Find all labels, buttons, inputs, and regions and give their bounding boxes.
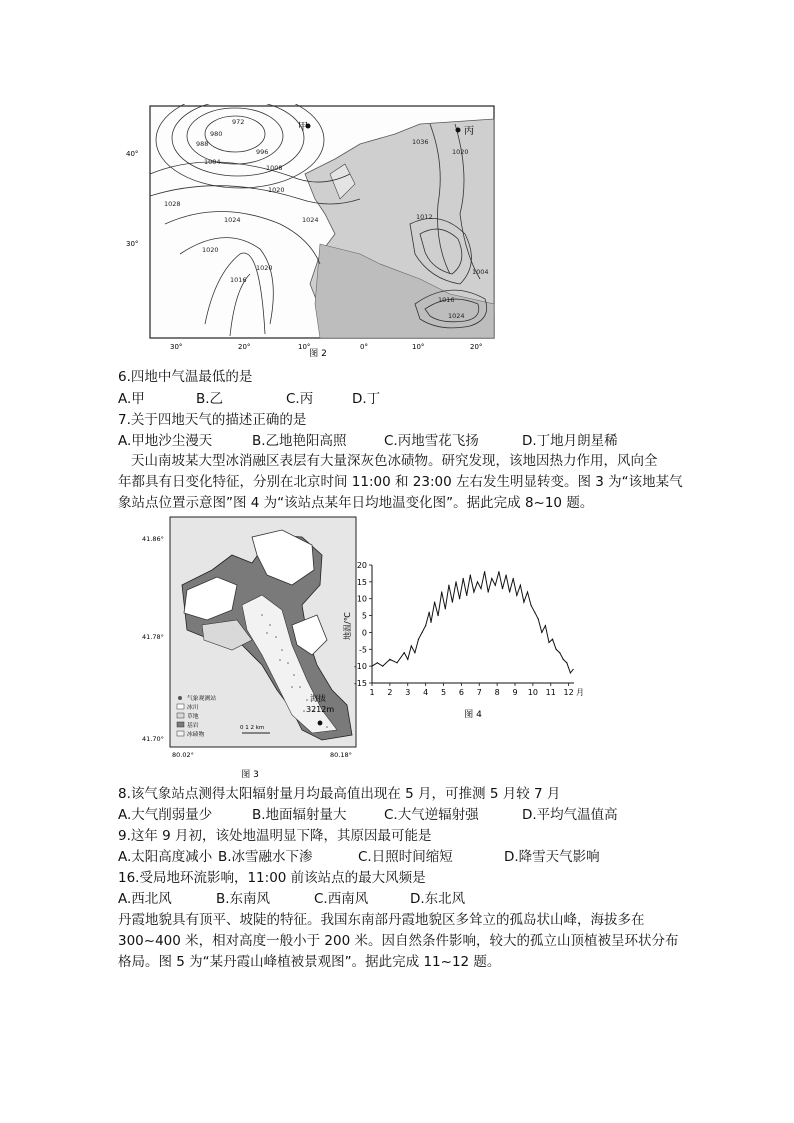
passage-1-line: 象站点位置示意图”图 4 为“该站点某年日均地温变化图”。据此完成 8~10 题。 — [118, 495, 594, 511]
isobar-label: 1020 — [202, 246, 219, 254]
x-tick-label: 1 — [369, 688, 375, 697]
isobar-map — [120, 104, 500, 358]
q9-option-b: B.冰雪融水下渗 — [218, 849, 313, 865]
data-point — [438, 615, 439, 616]
y-tick-label: 10 — [356, 594, 367, 604]
data-point — [466, 595, 467, 596]
q10-option-c: C.西南风 — [314, 891, 369, 907]
data-point — [371, 666, 372, 667]
q8-option-b: B.地面辐射量大 — [252, 807, 347, 823]
data-point — [448, 585, 449, 586]
data-point — [414, 652, 415, 653]
data-point — [502, 588, 503, 589]
y-tick-label: 0 — [361, 628, 367, 638]
data-point — [566, 662, 567, 663]
data-point — [389, 659, 390, 660]
passage-1-line: 年都具有日变化特征，分别在北京时间 11:00 和 23:00 左右发生明显转变。图 3 为“该地某气 — [118, 474, 683, 490]
place-label-jia: 甲 — [298, 122, 308, 133]
isobar-label: 1008 — [266, 164, 283, 172]
isobar-label: 1036 — [412, 138, 429, 146]
lat-label: 40° — [126, 150, 139, 158]
data-point — [396, 662, 397, 663]
ground-temp-line-chart — [338, 545, 598, 725]
isobar-label: 1020 — [268, 186, 285, 194]
legend-label: 冰川 — [187, 705, 199, 711]
x-tick-label: 8 — [494, 688, 500, 697]
legend-swatch-glacier — [177, 704, 184, 709]
data-point — [429, 612, 430, 613]
passage-1 — [118, 451, 683, 514]
place-label-bing: 丙 — [464, 126, 474, 137]
q9-option-a: A.太阳高度减小 — [118, 849, 213, 865]
x-tick-label: 2 — [387, 688, 393, 697]
data-point — [541, 632, 542, 633]
question-7-stem: 7.关于四地天气的描述正确的是 — [118, 412, 307, 428]
y-axis-label: 地温/℃ — [343, 612, 352, 640]
lon-label: 30° — [170, 343, 183, 351]
passage-2-line: 丹霞地貌具有顶平、坡陡的特征。我国东南部丹霞地貌区多耸立的孤岛状山峰，海拔多在 — [118, 912, 645, 928]
figure-3-site-map — [142, 515, 362, 783]
lon-label: 20° — [470, 343, 483, 351]
q8-option-a: A.大气削弱量少 — [118, 807, 213, 823]
lat-label: 30° — [126, 240, 139, 248]
data-point — [548, 642, 549, 643]
data-point — [377, 662, 378, 663]
data-point — [509, 591, 510, 592]
isobar-label: 972 — [232, 118, 245, 126]
x-axis-unit: 月 — [576, 688, 584, 697]
q7-option-c: C.丙地雪花飞扬 — [384, 433, 479, 449]
x-tick-label: 6 — [458, 688, 464, 697]
isobar-label: 1020 — [256, 264, 273, 272]
data-point — [411, 645, 412, 646]
passage-1-line: 天山南坡某大型冰消融区表层有大量深灰色冰碛物。研究发现，该地因热力作用，风向全 — [131, 453, 658, 469]
question-8-stem: 8.该气象站点测得太阳辐射量月均最高值出现在 5 月，可推测 5 月较 7 月 — [118, 786, 561, 802]
data-point — [523, 601, 524, 602]
lon-label: 80.02° — [172, 751, 194, 759]
isobar-label: 1024 — [302, 216, 319, 224]
lon-label: 0° — [360, 343, 368, 351]
data-point — [425, 625, 426, 626]
data-point — [520, 585, 521, 586]
q9-option-c: C.日照时间缩短 — [358, 849, 453, 865]
data-point — [545, 625, 546, 626]
isobar-label: 988 — [196, 140, 209, 148]
x-tick-label: 9 — [512, 688, 518, 697]
question-10-stem: 16.受局地环流影响，11:00 前该站点的最大风频是 — [118, 870, 426, 886]
q10-option-d: D.东北风 — [410, 891, 466, 907]
legend-swatch-bedrock — [177, 722, 184, 727]
isobar-label: 1012 — [416, 213, 433, 221]
isobar-label: 1004 — [204, 158, 221, 166]
legend-swatch-moraine — [177, 731, 184, 736]
data-point — [445, 608, 446, 609]
altitude-value: 3212m — [306, 705, 335, 714]
q6-option-d: D.丁 — [352, 391, 381, 407]
data-point — [480, 588, 481, 589]
legend-label: 冰碛物 — [187, 732, 205, 738]
x-tick-label: 11 — [545, 688, 556, 697]
legend-swatch-grassland — [177, 713, 184, 718]
figure-2-weather-map — [120, 104, 500, 358]
y-tick-label: -5 — [359, 645, 367, 655]
data-point — [434, 601, 435, 602]
q9-option-d: D.降雪天气影响 — [504, 849, 600, 865]
q7-option-d: D.丁地月朗星稀 — [522, 433, 618, 449]
data-point — [441, 591, 442, 592]
data-point — [459, 598, 460, 599]
x-tick-label: 10 — [527, 688, 538, 697]
isobar-label: 1028 — [164, 200, 181, 208]
data-point — [498, 571, 499, 572]
data-point — [563, 659, 564, 660]
glacier-map — [142, 515, 362, 783]
data-point — [430, 622, 431, 623]
data-point — [404, 652, 405, 653]
x-tick-label: 5 — [440, 688, 447, 697]
data-point — [570, 672, 571, 673]
x-tick-label: 12 — [563, 688, 574, 697]
y-tick-label: -10 — [353, 662, 367, 672]
lon-label: 80.18° — [330, 751, 352, 759]
x-tick-label: 4 — [423, 688, 429, 697]
q10-option-a: A.西北风 — [118, 891, 172, 907]
chart-axes — [372, 565, 574, 683]
isobar-label: 1004 — [472, 268, 489, 276]
place-marker-bing — [456, 128, 461, 133]
legend-label: 草地 — [187, 714, 199, 720]
data-point — [559, 652, 560, 653]
series-line-ground-temp — [372, 572, 573, 673]
passage-2-line: 格局。图 5 为“某丹霞山峰植被景观图”。据此完成 11~12 题。 — [118, 954, 501, 970]
data-point — [495, 585, 496, 586]
isobar-label: 1016 — [230, 276, 247, 284]
figure-4-ground-temp-chart — [338, 545, 598, 725]
legend-label: 气象观测站 — [187, 696, 216, 702]
data-point — [538, 618, 539, 619]
x-tick-label: 7 — [476, 688, 482, 697]
y-tick-label: -15 — [353, 679, 367, 688]
data-point — [455, 581, 456, 582]
data-point — [488, 591, 489, 592]
y-tick-label: 15 — [356, 577, 367, 587]
chart-y-ticks — [354, 561, 372, 688]
lon-label: 10° — [298, 343, 311, 351]
q7-option-a: A.甲地沙尘漫天 — [118, 433, 213, 449]
lat-label: 41.78° — [142, 633, 164, 641]
weather-station-marker — [318, 721, 323, 726]
figure-4-caption: 图 4 — [464, 710, 482, 720]
legend-label: 基岩 — [187, 723, 199, 729]
y-tick-label: 20 — [356, 561, 367, 570]
data-point — [556, 649, 557, 650]
data-point — [382, 666, 383, 667]
isobar-label: 1024 — [224, 216, 241, 224]
data-point — [516, 595, 517, 596]
data-point — [530, 605, 531, 606]
data-point — [452, 601, 453, 602]
isobar-label: 1020 — [452, 148, 469, 156]
q8-option-d: D.平均气温值高 — [522, 807, 618, 823]
q6-option-a: A.甲 — [118, 391, 145, 407]
passage-2 — [118, 910, 678, 973]
data-point — [477, 581, 478, 582]
chart-x-ticks — [369, 683, 573, 697]
lon-label: 20° — [238, 343, 251, 351]
isobar-label: 1016 — [438, 296, 455, 304]
altitude-label: 海拔 — [310, 694, 326, 703]
q7-option-b: B.乙地艳阳高照 — [252, 433, 347, 449]
isobar-label: 996 — [256, 148, 269, 156]
scale-label: 0 1 2 km — [240, 725, 265, 731]
y-tick-label: 5 — [361, 611, 367, 621]
data-point — [573, 669, 574, 670]
data-point — [473, 591, 474, 592]
lat-label: 41.86° — [142, 535, 164, 543]
passage-2-line: 300~400 米，相对高度一般小于 200 米。因自然条件影响，较大的孤立山顶植被呈环状分布 — [118, 933, 679, 949]
legend-swatch-station — [178, 696, 182, 700]
q10-option-b: B.东南风 — [216, 891, 271, 907]
data-point — [421, 632, 422, 633]
data-point — [513, 578, 514, 579]
figure-2-caption: 图 2 — [309, 349, 327, 358]
q6-option-c: C.丙 — [286, 391, 314, 407]
data-point — [534, 612, 535, 613]
question-9-stem: 9.这年 9 月初，该处地温明显下降，其原因最可能是 — [118, 828, 432, 844]
isobar-label: 980 — [210, 130, 223, 138]
data-point — [407, 659, 408, 660]
data-point — [491, 578, 492, 579]
data-point — [418, 639, 419, 640]
lon-label: 10° — [412, 343, 425, 351]
data-point — [470, 575, 471, 576]
isobar-label: 1024 — [448, 312, 465, 320]
data-point — [527, 591, 528, 592]
lat-label: 41.70° — [142, 735, 164, 743]
figure-3-caption: 图 3 — [241, 770, 259, 780]
x-tick-label: 3 — [405, 688, 411, 697]
q8-option-c: C.大气逆辐射强 — [384, 807, 479, 823]
data-point — [552, 639, 553, 640]
question-6-stem: 6.四地中气温最低的是 — [118, 369, 253, 385]
q6-option-b: B.乙 — [196, 391, 224, 407]
data-point — [505, 575, 506, 576]
data-point — [463, 578, 464, 579]
data-point — [484, 571, 485, 572]
